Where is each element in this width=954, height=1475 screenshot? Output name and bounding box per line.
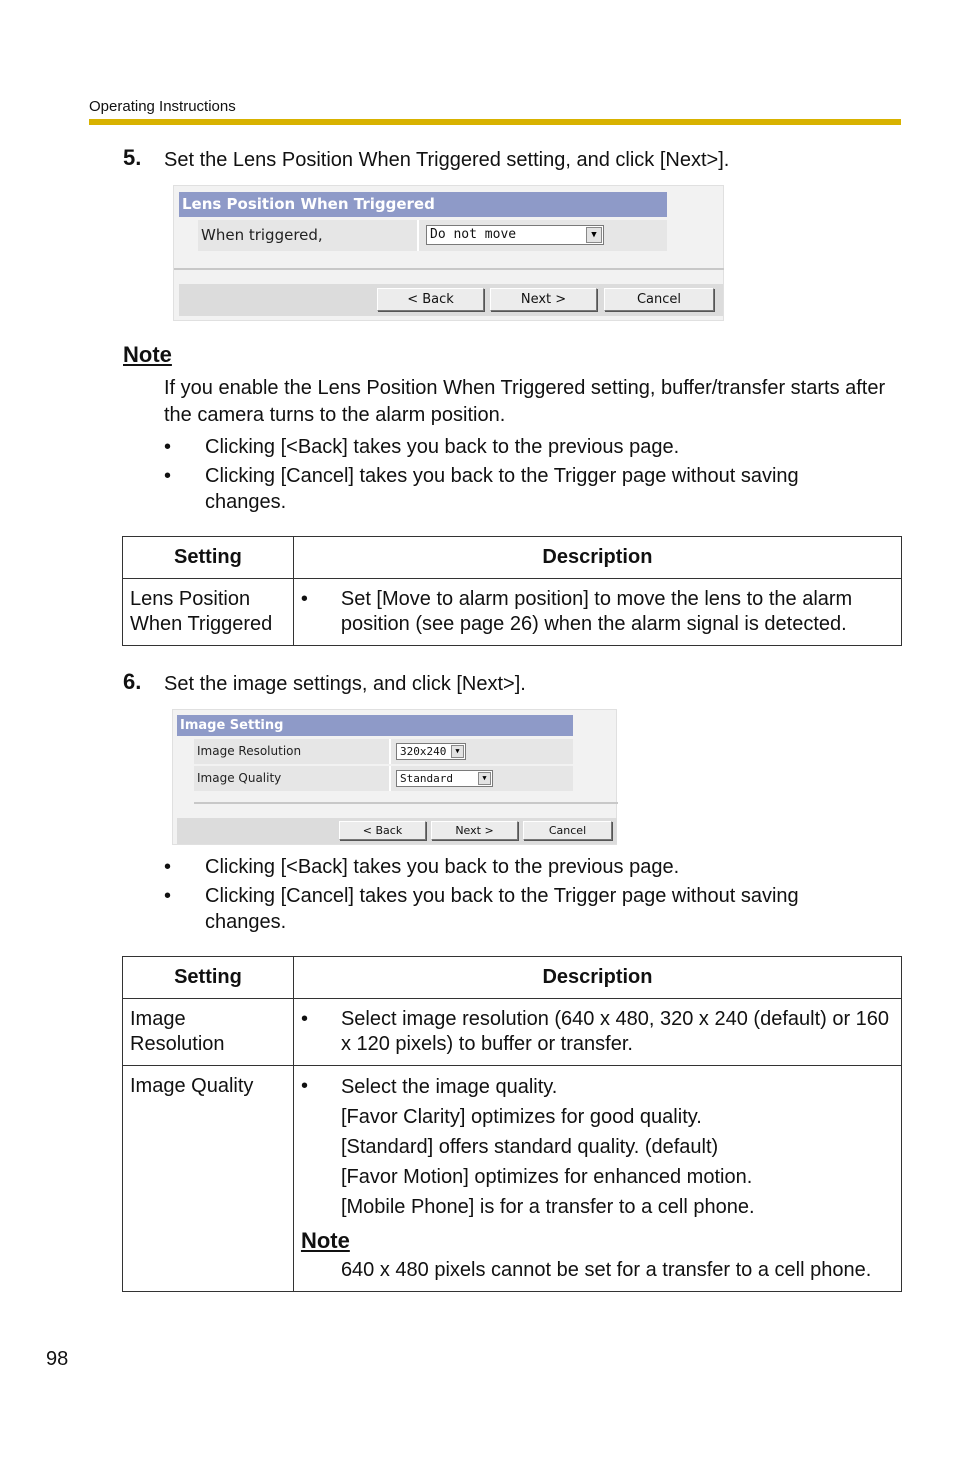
description-text: Set [Move to alarm position] to move the lens to the alarm position (see page 26) when the alarm signal is detected. [340, 588, 853, 635]
header-rule [89, 119, 901, 125]
step-text: Set the Lens Position When Triggered setting, and click [Next>]. [164, 149, 730, 171]
select-value: Standard [400, 772, 453, 785]
settings-table-2 [122, 956, 902, 1292]
settings-row [198, 220, 667, 251]
bullet-text: Clicking [<Back] takes you back to the previous page. [205, 436, 680, 458]
back-button[interactable]: < Back [339, 821, 426, 840]
chevron-down-icon[interactable]: ▼ [586, 227, 602, 243]
back-button[interactable]: < Back [377, 288, 484, 311]
chevron-down-icon[interactable]: ▼ [478, 772, 491, 785]
bullet-icon: • [164, 436, 172, 458]
description-text: Select image resolution (640 x 480, 320 x 240 (default) or 160 x 120 pixels) to buffer or transfer. [340, 1008, 890, 1055]
header-setting: Setting [123, 537, 294, 579]
image-quality-select[interactable] [396, 770, 493, 787]
header-description: Description [293, 957, 901, 999]
bullet-text: Clicking [Cancel] takes you back to the Trigger page without saving changes. [205, 885, 799, 933]
running-header: Operating Instructions [89, 98, 236, 115]
divider [194, 802, 618, 804]
image-setting-screenshot [172, 709, 617, 845]
next-button[interactable]: Next > [490, 288, 597, 311]
row-label: Image Resolution [197, 744, 302, 758]
table-row [123, 1066, 902, 1292]
setting-cell: Lens Position When Triggered [123, 579, 294, 646]
step-number: 6. [123, 669, 142, 694]
bullet-text: Clicking [<Back] takes you back to the previous page. [205, 856, 680, 878]
select-value: 320x240 [400, 745, 447, 758]
bullet-icon: • [164, 885, 172, 907]
setting-cell: Image Quality [123, 1066, 294, 1292]
description-line: [Favor Clarity] optimizes for good quality. [340, 1106, 702, 1128]
row-label: Image Quality [197, 771, 282, 785]
bullet-icon: • [300, 1008, 308, 1030]
cancel-button[interactable]: Cancel [523, 821, 612, 840]
description-line: [Mobile Phone] is for a transfer to a cell phone. [340, 1196, 755, 1218]
step-text: Set the image settings, and click [Next>]. [164, 673, 526, 695]
note-paragraph: If you enable the Lens Position When Triggered setting, buffer/transfer starts after the camera turns to the alarm position. [164, 377, 886, 426]
description-cell [293, 1066, 901, 1292]
next-button[interactable]: Next > [431, 821, 518, 840]
row-label: When triggered, [201, 226, 323, 244]
panel-title: Image Setting [177, 715, 573, 736]
setting-cell: Image Resolution [123, 999, 294, 1066]
when-triggered-select[interactable] [426, 225, 604, 245]
settings-table-1 [122, 536, 902, 646]
bullet-text: Clicking [Cancel] takes you back to the Trigger page without saving changes. [205, 465, 799, 513]
bullet-icon: • [164, 465, 172, 487]
image-resolution-select[interactable] [396, 743, 466, 760]
description-text: Select the image quality. [340, 1076, 558, 1098]
row-separator [389, 739, 391, 764]
row-separator [389, 766, 391, 791]
table-row [123, 999, 902, 1066]
header-setting: Setting [123, 957, 294, 999]
settings-row [194, 766, 573, 791]
table-row [123, 579, 902, 646]
panel-title: Lens Position When Triggered [179, 192, 667, 217]
chevron-down-icon[interactable]: ▼ [451, 745, 464, 758]
cancel-button[interactable]: Cancel [604, 288, 714, 311]
settings-row [194, 739, 573, 764]
header-description: Description [293, 537, 901, 579]
description-line: [Standard] offers standard quality. (default) [340, 1136, 719, 1158]
description-line: [Favor Motion] optimizes for enhanced motion. [340, 1166, 753, 1188]
note-title: Note [300, 1228, 350, 1253]
description-cell [293, 999, 901, 1066]
select-value: Do not move [430, 227, 517, 242]
bullet-icon: • [300, 1075, 308, 1097]
divider [174, 268, 724, 270]
note-title: Note [123, 342, 172, 367]
description-cell [293, 579, 901, 646]
note-text: 640 x 480 pixels cannot be set for a transfer to a cell phone. [340, 1259, 872, 1281]
row-separator [417, 220, 419, 251]
bullet-icon: • [164, 856, 172, 878]
step-number: 5. [123, 145, 142, 170]
bullet-icon: • [300, 588, 308, 610]
lens-position-screenshot [173, 185, 724, 321]
page-number: 98 [46, 1348, 69, 1370]
